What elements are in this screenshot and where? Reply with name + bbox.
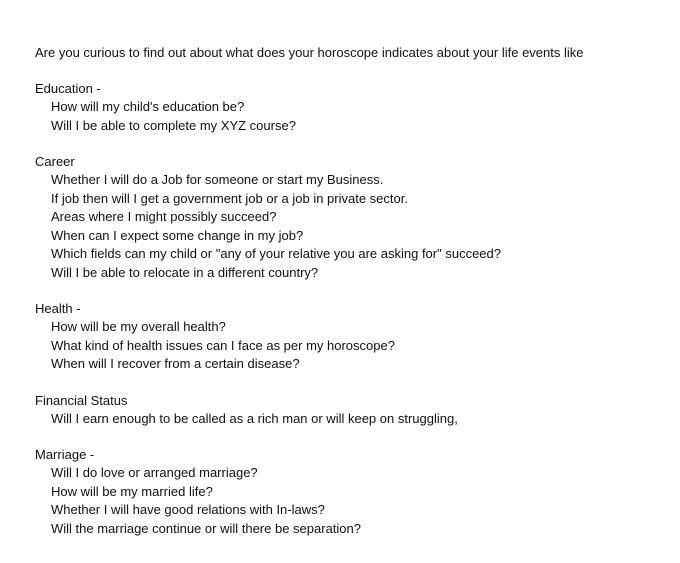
question-item: Will I earn enough to be called as a rich man or will keep on struggling, [51,410,458,426]
question-list [35,98,675,135]
question-item: Which fields can my child or "any of your relative you are asking for" succeed? [51,246,501,261]
question-list [35,464,675,538]
section-financial-status [35,392,675,429]
question-item: How will my child's education be? [51,99,245,114]
section-health [35,300,675,374]
question-item: How will be my married life? [51,483,213,499]
question-item: When can I expect some change in my job? [51,227,304,243]
section-education [35,80,675,135]
section-title: Education - [35,81,101,96]
question-item: How will be my overall health? [51,319,226,334]
section-title: Health - [35,301,81,316]
intro-text: Are you curious to find out about what does your horoscope indicates about your life events like [35,45,584,60]
question-item: Will I do love or arranged marriage? [51,465,258,480]
question-item: What kind of health issues can I face as per my horoscope? [51,337,395,353]
section-marriage [35,446,675,538]
question-list [35,171,675,282]
section-career [35,153,675,282]
question-item: Whether I will have good relations with In-laws? [51,502,325,517]
question-list [35,410,675,429]
question-item: Will the marriage continue or will there be separation? [51,520,361,536]
question-item: Will I be able to relocate in a different country? [51,264,319,280]
section-title: Marriage - [35,447,95,462]
question-item: If job then will I get a government job or a job in private sector. [51,190,408,206]
question-item: Areas where I might possibly succeed? [51,209,277,224]
section-title: Career [35,154,75,169]
question-item: Whether I will do a Job for someone or start my Business. [51,172,384,187]
question-list [35,318,675,374]
question-item: When will I recover from a certain disease? [51,356,300,371]
document-body [35,44,675,556]
section-title: Financial Status [35,392,128,408]
question-item: Will I be able to complete my XYZ course? [51,117,296,133]
